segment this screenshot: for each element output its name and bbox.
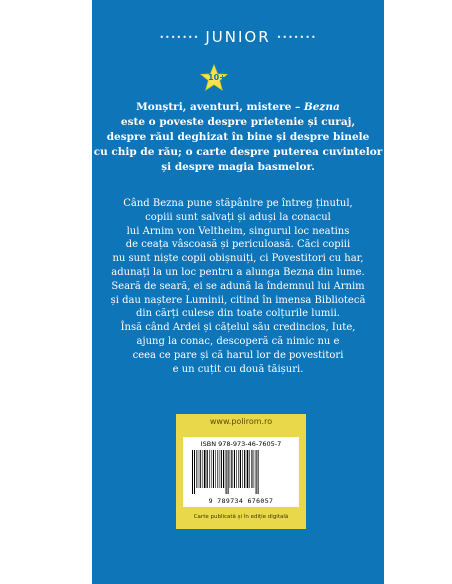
barcode-bar (221, 450, 222, 488)
synopsis (92, 197, 384, 376)
book-title: Bezna (303, 101, 340, 113)
synopsis-line: din cărți culese din toate colțurile lumii. (136, 308, 340, 320)
barcode-bar (196, 450, 197, 488)
synopsis-line: adunați la un loc pentru a alunga Bezna din lume. (111, 266, 365, 278)
barcode-bar (213, 450, 214, 488)
barcode-bar (219, 450, 220, 488)
barcode-bar (217, 450, 218, 488)
dots-left: ••••••• (159, 32, 200, 42)
dots-right: ••••••• (276, 32, 317, 42)
synopsis-line: lui Arnim von Veltheim, singurul loc neatins (126, 225, 350, 237)
barcode-bar (215, 450, 216, 488)
barcode-bar (223, 450, 224, 488)
barcode-bar (211, 450, 212, 488)
publisher-panel (176, 414, 306, 529)
barcode-digits: 9 789734 676057 (208, 497, 274, 505)
synopsis-line: și dau naștere Luminii, citind în imensa Bibliotecă (110, 294, 366, 306)
synopsis-line: e un cuțit cu două tăișuri. (172, 363, 304, 375)
back-cover (92, 0, 384, 584)
synopsis-line: Însă când Ardei și cățelul său credincios, Iute, (120, 322, 356, 334)
barcode-bar (256, 450, 257, 494)
series-name: JUNIOR (205, 28, 271, 46)
age-badge: 10+ (208, 73, 226, 82)
barcode-bar (258, 450, 259, 494)
barcode-bar (198, 450, 199, 488)
barcode-bar (251, 450, 252, 488)
publisher-url[interactable]: www.polirom.ro (209, 417, 273, 426)
barcode-bar (240, 450, 241, 488)
barcode-bar (231, 450, 232, 488)
barcode-bar (204, 450, 206, 488)
barcode-bar (200, 450, 201, 488)
synopsis-line: copiii sunt salvați și aduși la conacul (145, 211, 331, 223)
barcode-bar (230, 450, 231, 488)
blurb-line: este o poveste despre prietenie și curaj, (120, 116, 356, 128)
barcode-bar (207, 450, 208, 488)
barcode-bar (234, 450, 235, 488)
barcode-bar (209, 450, 210, 488)
synopsis-line: de ceața vâscoasă și periculoasă. Căci copiii (125, 239, 351, 251)
isbn-text: ISBN 978-973-46-7605-7 (200, 440, 282, 448)
barcode-box (183, 437, 299, 507)
blurb (92, 100, 384, 175)
barcode-bar (192, 450, 193, 494)
barcode (190, 450, 292, 494)
series-header (92, 28, 384, 46)
barcode-bar (244, 450, 245, 488)
barcode-bar (202, 450, 203, 488)
synopsis-line: Când Bezna pune stăpânire pe întreg ținutul, (123, 198, 353, 209)
digital-edition-note: Carte publicată și în ediție digitală (193, 514, 289, 520)
barcode-bar (249, 450, 250, 488)
synopsis-line: Seară de seară, ei se adună la îndemnul lui Arnim (111, 280, 365, 292)
blurb-line-text: Monștri, aventuri, mistere – Bezna (136, 101, 340, 113)
blurb-line: și despre magia basmelor. (161, 161, 315, 173)
barcode-bar (238, 450, 239, 488)
barcode-bar (228, 450, 229, 494)
barcode-bar (226, 450, 227, 494)
synopsis-line: ceea ce pare și că harul lor de povestitori (132, 349, 344, 361)
barcode-bar (236, 450, 237, 488)
synopsis-line: nu sunt niște copii obișnuiți, ci Povestitori cu har, (112, 253, 364, 265)
barcode-bar (254, 450, 255, 488)
synopsis-line: ajung la conac, descoperă că nimic nu e (136, 335, 340, 347)
blurb-line: despre răul deghizat în bine și despre binele (106, 131, 370, 143)
barcode-bar (194, 450, 195, 494)
blurb-line (92, 100, 384, 115)
barcode-bar (247, 450, 249, 488)
barcode-bar (242, 450, 243, 488)
blurb-line: cu chip de rău; o carte despre puterea cuvintelor (93, 146, 383, 158)
